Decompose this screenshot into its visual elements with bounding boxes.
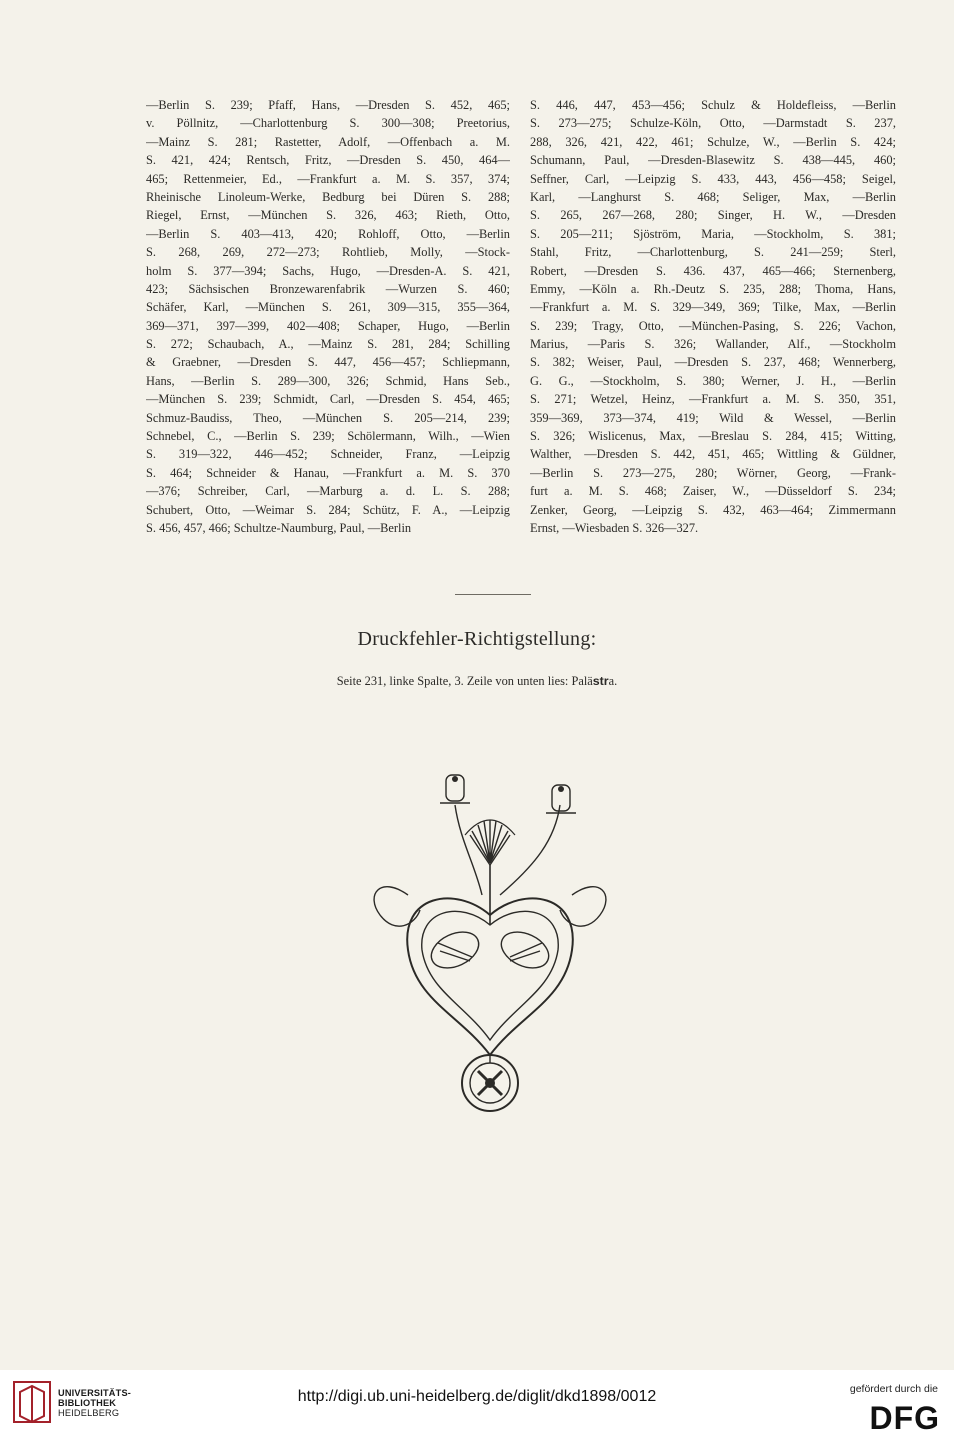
funding-label: gefördert durch die (849, 1383, 938, 1395)
errata-text-suffix: a. (608, 674, 618, 688)
index-column-right (530, 96, 896, 537)
index-right-line: Robert, —Dresden S. 436. 437, 465—466; Sternenberg, (530, 263, 896, 278)
index-right-line: Stahl, Fritz, —Charlottenburg, S. 241—259; Sterl, (530, 245, 896, 260)
index-left-line: S. 319—322, 446—452; Schneider, Franz, —Leipzig (146, 447, 510, 462)
index-left-line: Schäfer, Karl, —München S. 261, 309—315, 355—364, (146, 300, 510, 315)
index-left-line: S. 421, 424; Rentsch, Fritz, —Dresden S. 450, 464— (146, 153, 510, 168)
index-right-line: Walther, —Dresden S. 442, 451, 465; Wittling & Güldner, (530, 447, 896, 462)
index-right-line: 288, 326, 421, 422, 461; Schulze, W., —Berlin S. 424; (530, 134, 896, 149)
errata-correction (0, 674, 954, 689)
index-left-line: S. 464; Schneider & Hanau, —Frankfurt a. M. S. 370 (146, 465, 510, 480)
index-right-line: Marius, —Paris S. 326; Wallander, Alf., —Stockholm (530, 337, 896, 352)
index-right-line: G. G., —Stockholm, S. 380; Werner, J. H., —Berlin (530, 373, 896, 388)
errata-text-bold: str (592, 674, 609, 688)
index-left-line: —Berlin S. 239; Pfaff, Hans, —Dresden S. 452, 465; (146, 98, 510, 112)
index-right-line: Schumann, Paul, —Dresden-Blasewitz S. 438—445, 460; (530, 153, 896, 168)
index-right-line: 359—369, 373—374, 419; Wild & Wessel, —Berlin (530, 410, 896, 425)
index-right-line: S. 265, 267—268, 280; Singer, H. W., —Dresden (530, 208, 896, 223)
index-left-line: Rheinische Linoleum-Werke, Bedburg bei Düren S. 288; (146, 189, 510, 204)
index-left-line: Schmuz-Baudiss, Theo, —München S. 205—214, 239; (146, 410, 510, 425)
library-name-line2: BIBLIOTHEK (58, 1398, 117, 1409)
floral-ornament-illustration (360, 765, 620, 1115)
index-left-line: 369—371, 397—399, 402—408; Schaper, Hugo, —Berlin (146, 318, 510, 333)
index-right-line: S. 446, 447, 453—456; Schulz & Holdefleiss, —Berlin (530, 98, 896, 112)
index-left-line: 465; Rettenmeier, Ed., —Frankfurt a. M. S. 357, 374; (146, 171, 510, 186)
index-right-line: furt a. M. S. 468; Zaiser, W., —Düsseldorf S. 234; (530, 484, 896, 499)
index-left-line: S. 272; Schaubach, A., —Mainz S. 281, 284; Schilling (146, 337, 510, 352)
permalink-url[interactable]: http://digi.ub.uni-heidelberg.de/diglit/dkd1898/0012 (297, 1388, 657, 1405)
index-left-line: —Mainz S. 281; Rastetter, Adolf, —Offenbach a. M. (146, 134, 510, 149)
section-divider (455, 594, 531, 595)
index-right-line: Karl, —Langhurst S. 468; Seliger, Max, —Berlin (530, 189, 896, 204)
index-column-left (146, 96, 510, 537)
index-left-line: —Berlin S. 403—413, 420; Rohloff, Otto, —Berlin (146, 226, 510, 241)
index-right-line: S. 205—211; Sjöström, Maria, —Stockholm, S. 381; (530, 226, 896, 241)
index-left-line: —376; Schreiber, Carl, —Marburg a. d. L. S. 288; (146, 484, 510, 499)
library-name-line3: HEIDELBERG (58, 1408, 120, 1419)
index-right-line: S. 326; Wislicenus, Max, —Breslau S. 284, 415; Witting, (530, 429, 896, 444)
index-left-line: holm S. 377—394; Sachs, Hugo, —Dresden-A. S. 421, (146, 263, 510, 278)
index-right-line: S. 273—275; Schulze-Köln, Otto, —Darmstadt S. 237, (530, 116, 896, 131)
index-left-line: Hans, —Berlin S. 289—300, 326; Schmid, Hans Seb., (146, 373, 510, 388)
index-right-line: Emmy, —Köln a. Rh.-Deutz S. 235, 288; Thoma, Hans, (530, 281, 896, 296)
index-right-line: Zenker, Georg, —Leipzig S. 432, 463—464; Zimmermann (530, 502, 896, 517)
index-right-line: S. 382; Weiser, Paul, —Dresden S. 237, 468; Wennerberg, (530, 355, 896, 370)
footer-bar (0, 1370, 954, 1442)
index-left-line: & Graebner, —Dresden S. 447, 456—457; Schliepmann, (146, 355, 510, 370)
errata-heading: Druckfehler-Richtigstellung: (357, 628, 597, 650)
index-left-line: Riegel, Ernst, —München S. 326, 463; Rieth, Otto, (146, 208, 510, 223)
index-left-line: S. 456, 457, 466; Schultze-Naumburg, Paul, —Berlin (146, 520, 412, 535)
index-right-line: Seffner, Carl, —Leipzig S. 433, 443, 456—458; Seigel, (530, 171, 896, 186)
dfg-logo: DFG (869, 1400, 940, 1436)
index-left-line: 423; Sächsischen Bronzewarenfabrik —Wurzen S. 460; (146, 281, 510, 296)
index-right-line: S. 239; Tragy, Otto, —München-Pasing, S. 226; Vachon, (530, 318, 896, 333)
library-name-line1: UNIVERSITÄTS- (58, 1388, 132, 1398)
index-right-line: S. 271; Wetzel, Heinz, —Frankfurt a. M. S. 350, 351, (530, 392, 896, 407)
index-right-line: —Berlin S. 273—275, 280; Wörner, Georg, —Frank- (530, 465, 896, 480)
index-right-line: Ernst, —Wiesbaden S. 326—327. (530, 520, 699, 535)
errata-text-prefix: Seite 231, linke Spalte, 3. Zeile von unten lies: Palä (336, 674, 593, 688)
index-left-line: Schnebel, C., —Berlin S. 239; Schölermann, Wilh., —Wien (146, 429, 510, 444)
index-left-line: v. Pöllnitz, —Charlottenburg S. 300—308; Preetorius, (146, 116, 510, 131)
index-left-line: Schubert, Otto, —Weimar S. 284; Schütz, F. A., —Leipzig (146, 502, 510, 517)
index-left-line: S. 268, 269, 272—273; Rohtlieb, Molly, —Stock- (146, 245, 510, 260)
index-right-line: —Frankfurt a. M. S. 329—349, 369; Tilke, Max, —Berlin (530, 300, 896, 315)
index-left-line: —München S. 239; Schmidt, Carl, —Dresden S. 454, 465; (146, 392, 510, 407)
